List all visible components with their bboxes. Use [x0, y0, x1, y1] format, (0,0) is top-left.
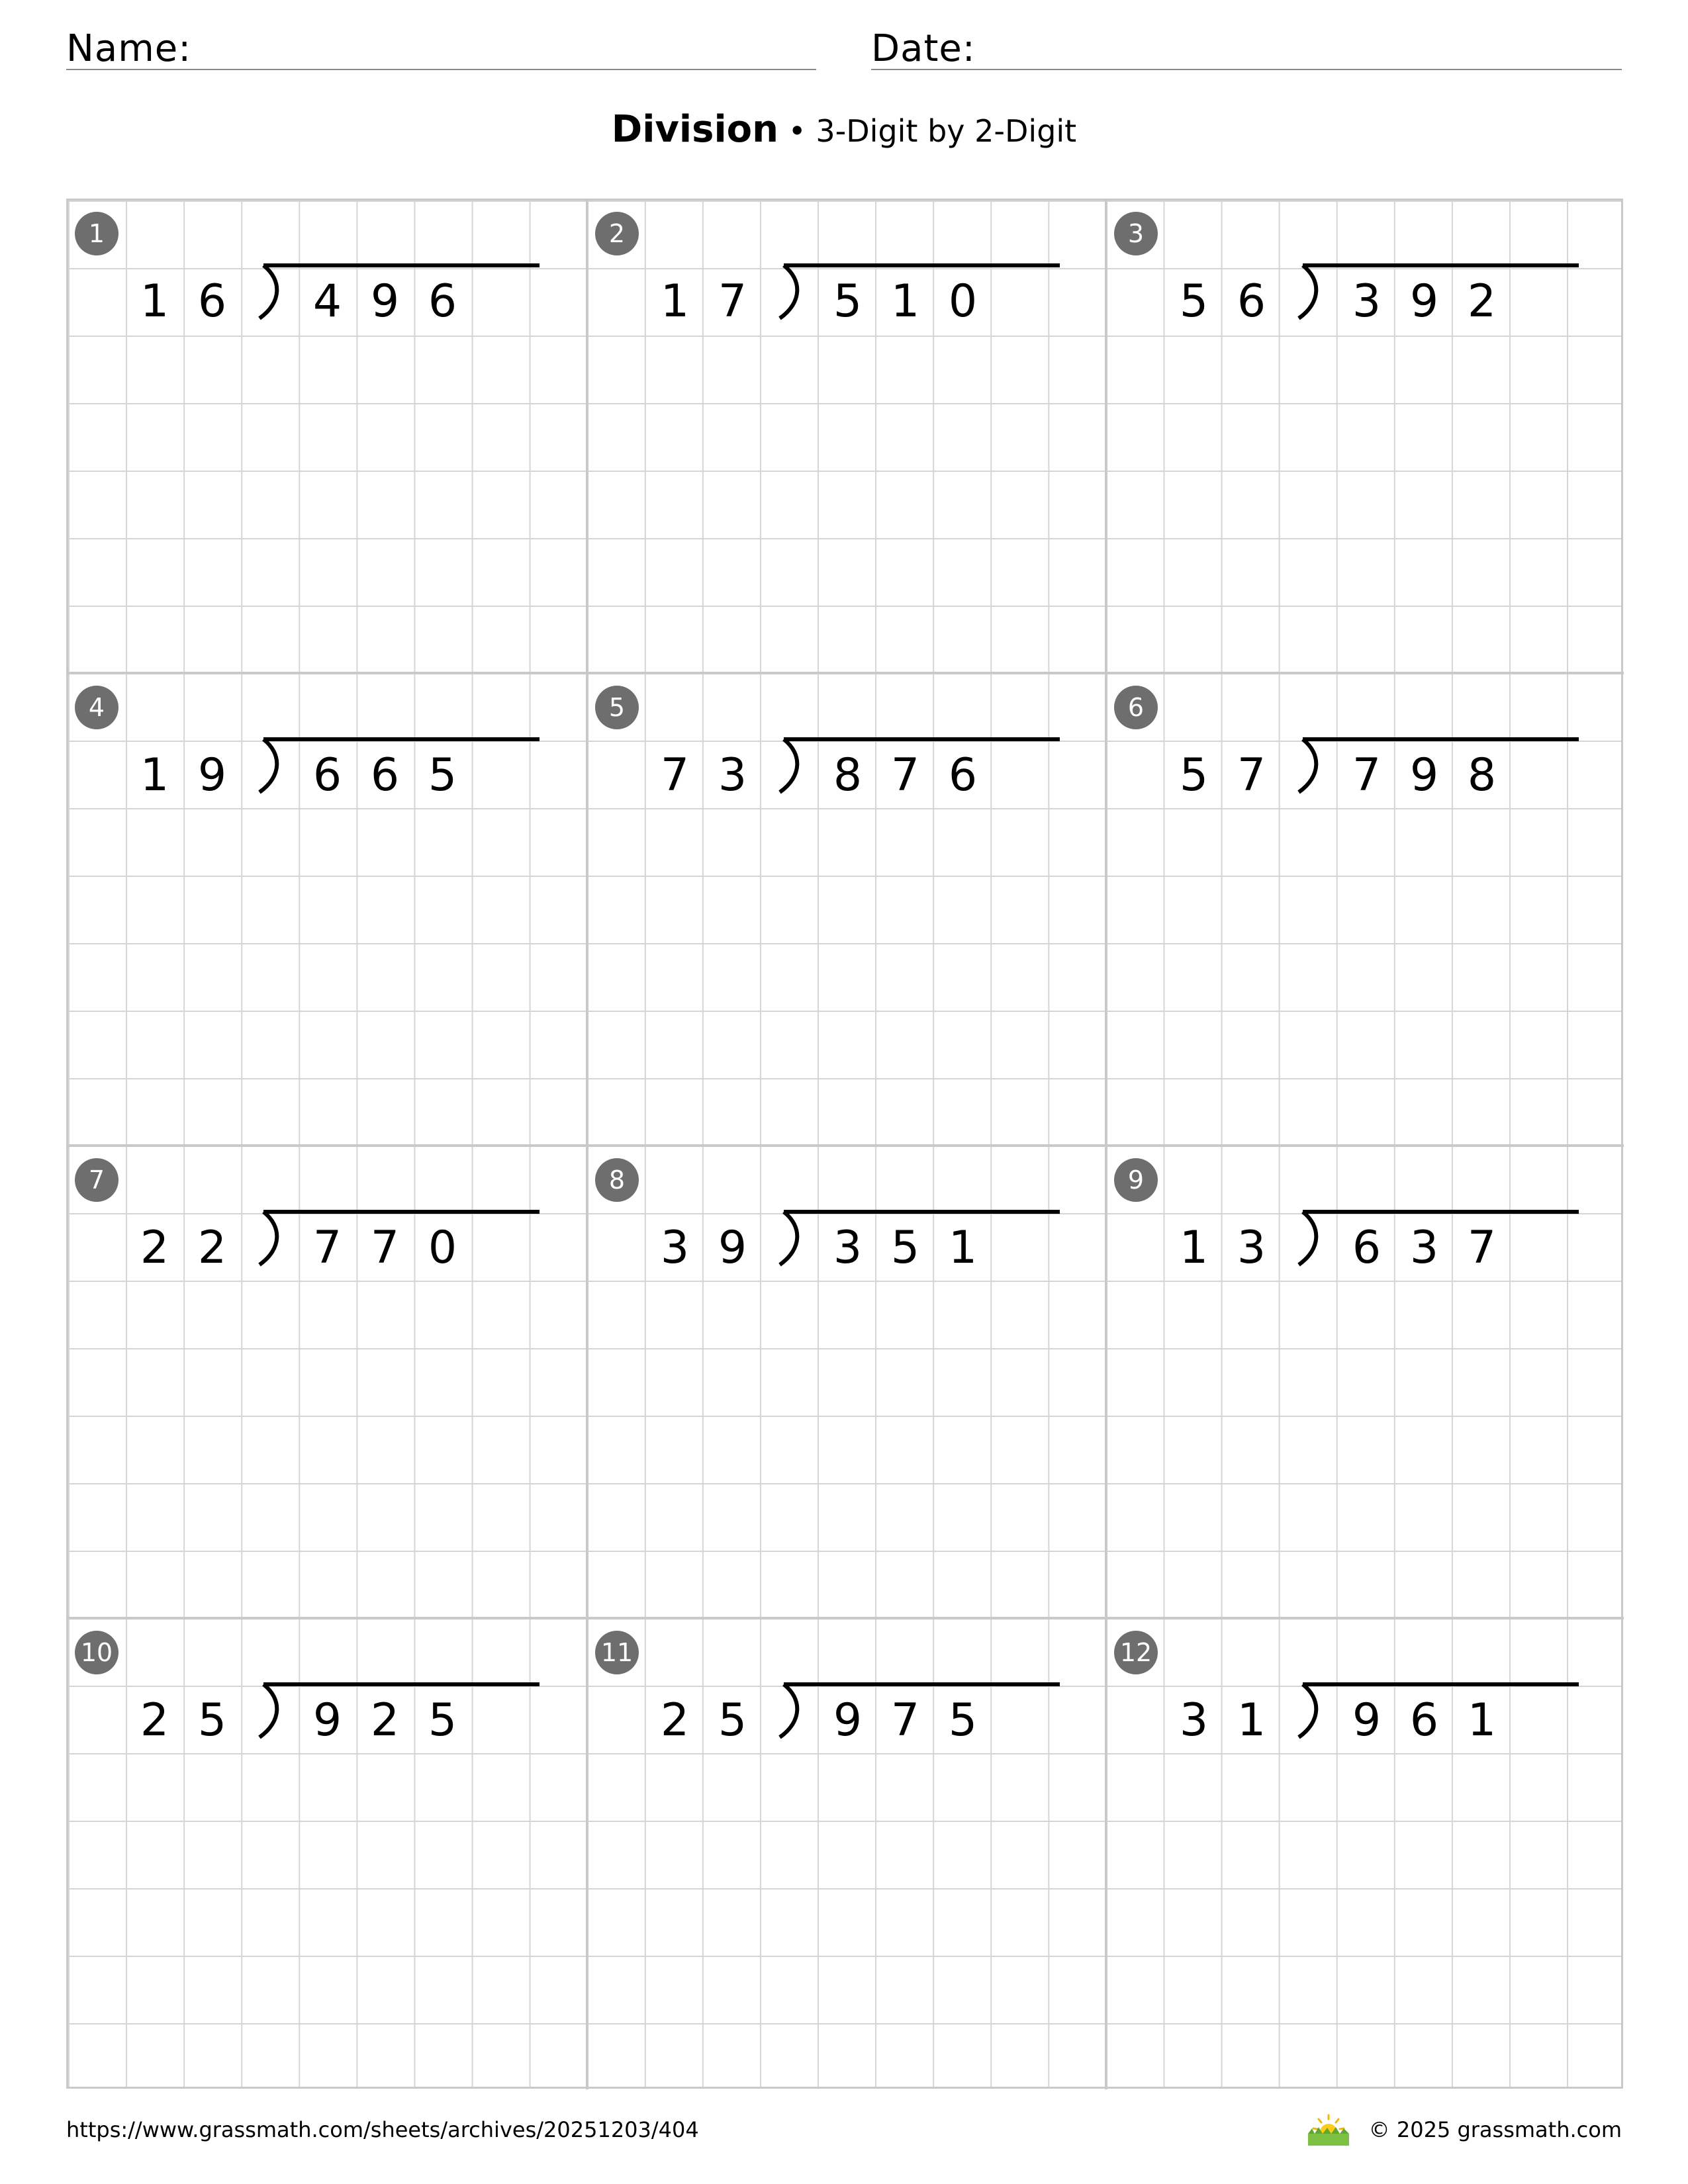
- digit: 1: [948, 1222, 978, 1274]
- dividend: [1338, 1214, 1511, 1282]
- digit: 6: [428, 275, 457, 328]
- digit: 6: [1237, 275, 1266, 328]
- digit: 8: [833, 749, 863, 801]
- digit: 3: [1352, 275, 1382, 328]
- name-label: Name:: [66, 27, 192, 70]
- dividend: [1338, 742, 1511, 809]
- divisor: [126, 742, 241, 809]
- digit: 9: [833, 1694, 863, 1747]
- problem-cell: [1105, 672, 1624, 1144]
- digit: 5: [1179, 275, 1209, 328]
- problem-cell: [1105, 1144, 1624, 1617]
- worksheet-grid: [66, 199, 1623, 2089]
- digit: 0: [948, 275, 978, 328]
- digit: 1: [660, 275, 690, 328]
- dividend: [819, 742, 992, 809]
- dividend: [299, 268, 471, 336]
- divisor: [1165, 742, 1280, 809]
- digit: 9: [312, 1694, 342, 1747]
- problem-number-badge: 9: [1114, 1158, 1158, 1202]
- digit: 7: [1237, 749, 1266, 801]
- digit: 2: [140, 1694, 169, 1747]
- problem-number-badge: 12: [1114, 1631, 1158, 1674]
- digit: 3: [1237, 1222, 1266, 1274]
- digit: 5: [1179, 749, 1209, 801]
- divisor: [646, 268, 761, 336]
- digit: 1: [1237, 1694, 1266, 1747]
- digit: 2: [140, 1222, 169, 1274]
- problem-cell: [586, 201, 1105, 673]
- problem-cell: [586, 1617, 1105, 2089]
- dividend: [819, 1687, 992, 1754]
- dividend: [1338, 268, 1511, 336]
- digit: 9: [1409, 275, 1439, 328]
- digit: 7: [718, 275, 747, 328]
- divisor: [1165, 1214, 1280, 1282]
- problem-number-badge: 8: [595, 1158, 639, 1202]
- problem-number-badge: 11: [595, 1631, 639, 1674]
- digit: 3: [1409, 1222, 1439, 1274]
- digit: 5: [948, 1694, 978, 1747]
- digit: 9: [718, 1222, 747, 1274]
- divisor: [646, 1214, 761, 1282]
- digit: 5: [833, 275, 863, 328]
- digit: 7: [1467, 1222, 1497, 1274]
- digit: 6: [1352, 1222, 1382, 1274]
- digit: 9: [1409, 749, 1439, 801]
- problem-number-badge: 10: [75, 1631, 118, 1674]
- digit: 7: [660, 749, 690, 801]
- problem-cell: [1105, 201, 1624, 673]
- digit: 5: [197, 1694, 227, 1747]
- problem-cell: [68, 1617, 587, 2089]
- digit: 1: [1179, 1222, 1209, 1274]
- digit: 1: [140, 749, 169, 801]
- digit: 7: [312, 1222, 342, 1274]
- digit: 6: [948, 749, 978, 801]
- dividend: [299, 742, 471, 809]
- digit: 2: [660, 1694, 690, 1747]
- problem-cell: [68, 1144, 587, 1617]
- problem-number-badge: 1: [75, 212, 118, 255]
- problem-number-badge: 7: [75, 1158, 118, 1202]
- problem-cell: [1105, 1617, 1624, 2089]
- divisor: [646, 1687, 761, 1754]
- name-field[interactable]: [66, 24, 816, 70]
- dividend: [299, 1687, 471, 1754]
- dividend: [299, 1214, 471, 1282]
- digit: 5: [890, 1222, 920, 1274]
- title-main: Division: [611, 108, 778, 151]
- digit: 5: [428, 749, 457, 801]
- date-field[interactable]: [871, 24, 1622, 70]
- problem-number-badge: 5: [595, 686, 639, 729]
- digit: 2: [1467, 275, 1497, 328]
- problem-cell: [68, 201, 587, 673]
- digit: 5: [718, 1694, 747, 1747]
- title-separator: •: [788, 113, 806, 149]
- problem-cell: [68, 672, 587, 1144]
- digit: 0: [428, 1222, 457, 1274]
- digit: 5: [428, 1694, 457, 1747]
- worksheet-title: [0, 106, 1688, 155]
- problem-number-badge: 3: [1114, 212, 1158, 255]
- digit: 9: [370, 275, 400, 328]
- divisor: [126, 1214, 241, 1282]
- title-sub: 3-Digit by 2-Digit: [816, 113, 1077, 149]
- problem-cell: [586, 672, 1105, 1144]
- digit: 1: [1467, 1694, 1497, 1747]
- digit: 9: [197, 749, 227, 801]
- divisor: [126, 1687, 241, 1754]
- divisor: [1165, 1687, 1280, 1754]
- digit: 3: [833, 1222, 863, 1274]
- digit: 7: [370, 1222, 400, 1274]
- dividend: [1338, 1687, 1511, 1754]
- dividend: [819, 268, 992, 336]
- digit: 1: [890, 275, 920, 328]
- divisor: [646, 742, 761, 809]
- digit: 1: [140, 275, 169, 328]
- digit: 7: [890, 1694, 920, 1747]
- digit: 3: [1179, 1694, 1209, 1747]
- digit: 4: [312, 275, 342, 328]
- digit: 9: [1352, 1694, 1382, 1747]
- digit: 3: [660, 1222, 690, 1274]
- problem-number-badge: 2: [595, 212, 639, 255]
- date-label: Date:: [871, 27, 976, 70]
- problem-number-badge: 6: [1114, 686, 1158, 729]
- digit: 2: [370, 1694, 400, 1747]
- grass-sun-logo-icon: [1305, 2113, 1352, 2147]
- digit: 2: [197, 1222, 227, 1274]
- dividend: [819, 1214, 992, 1282]
- digit: 6: [370, 749, 400, 801]
- problem-number-badge: 4: [75, 686, 118, 729]
- footer-brand: [1305, 2113, 1622, 2147]
- digit: 6: [1409, 1694, 1439, 1747]
- digit: 8: [1467, 749, 1497, 801]
- divisor: [126, 268, 241, 336]
- digit: 3: [718, 749, 747, 801]
- digit: 7: [1352, 749, 1382, 801]
- digit: 6: [197, 275, 227, 328]
- digit: 6: [312, 749, 342, 801]
- footer-copyright: © 2025 grassmath.com: [1368, 2117, 1622, 2142]
- digit: 7: [890, 749, 920, 801]
- footer-url: https://www.grassmath.com/sheets/archives/20251203/404: [66, 2117, 699, 2142]
- divisor: [1165, 268, 1280, 336]
- problem-cell: [586, 1144, 1105, 1617]
